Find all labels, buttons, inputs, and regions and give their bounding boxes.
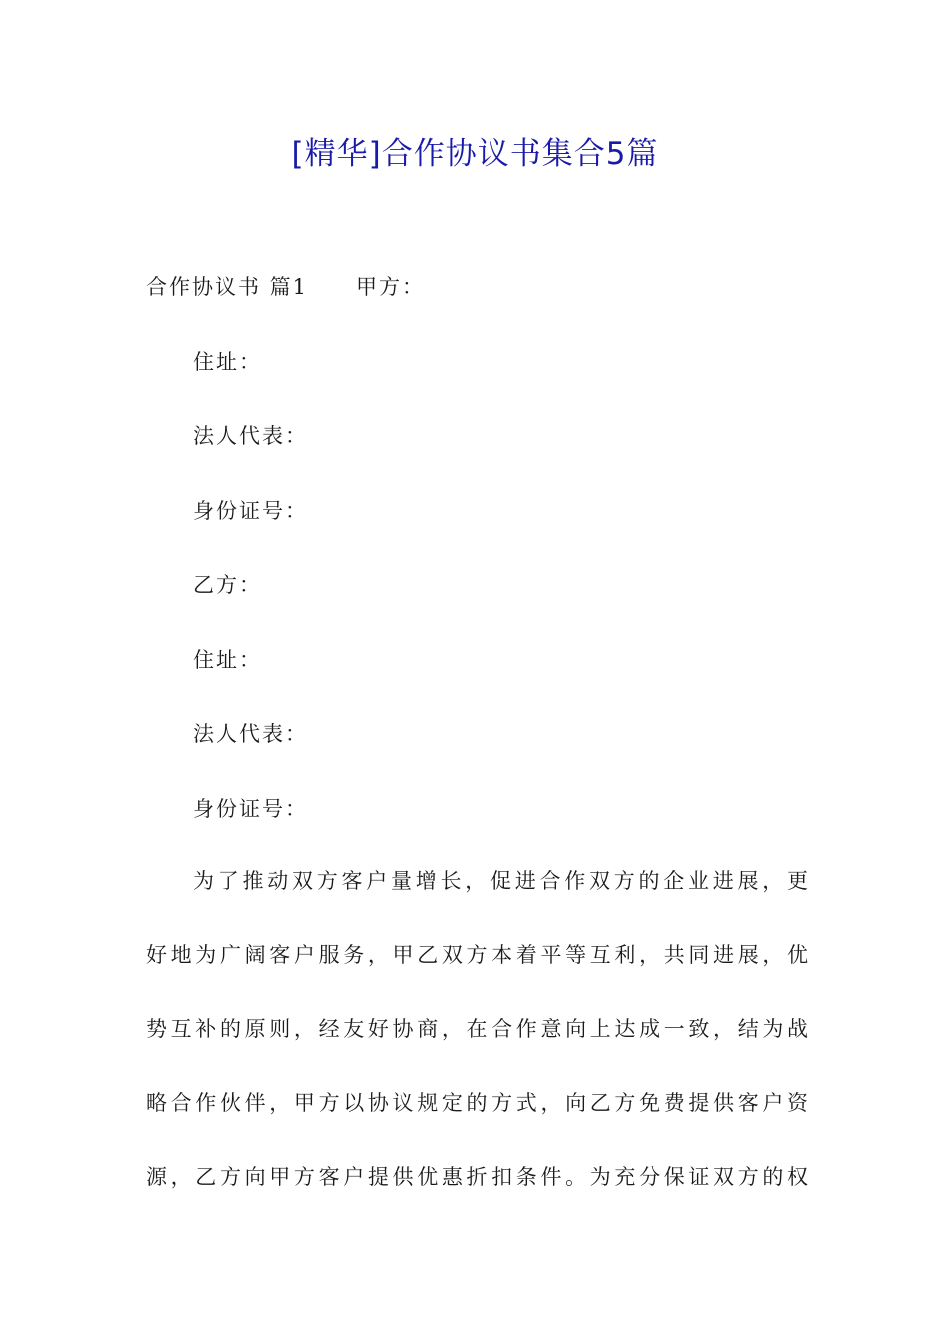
section-heading: 合作协议书 篇1 <box>146 275 309 299</box>
section-heading-line <box>146 271 425 301</box>
paragraph-line: 势互补的原则，经友好协商，在合作意向上达成一致，结为战 <box>146 1017 808 1041</box>
paragraph-line: 源，乙方向甲方客户提供优惠折扣条件。为充分保证双方的权 <box>146 1165 808 1189</box>
party-a-address-label: 住址： <box>193 350 262 374</box>
paragraph-line: 略合作伙伴，甲方以协议规定的方式，向乙方免费提供客户资 <box>146 1091 808 1115</box>
party-a-id-number-label: 身份证号： <box>193 499 308 523</box>
paragraph-line: 为了推动双方客户量增长，促进合作双方的企业进展，更 <box>193 869 808 893</box>
paragraph-line: 好地为广阔客户服务，甲乙双方本着平等互利，共同进展，优 <box>146 943 808 967</box>
body-paragraph <box>146 866 808 1236</box>
party-b-id-number-label: 身份证号： <box>193 797 308 821</box>
party-b-label: 乙方： <box>193 573 262 597</box>
document-title: [精华]合作协议书集合5篇 <box>291 136 659 172</box>
party-a-label: 甲方： <box>356 275 426 299</box>
party-b-legal-rep-label: 法人代表： <box>193 722 308 746</box>
party-b-address-label: 住址： <box>193 648 262 672</box>
party-a-legal-rep-label: 法人代表： <box>193 424 308 448</box>
